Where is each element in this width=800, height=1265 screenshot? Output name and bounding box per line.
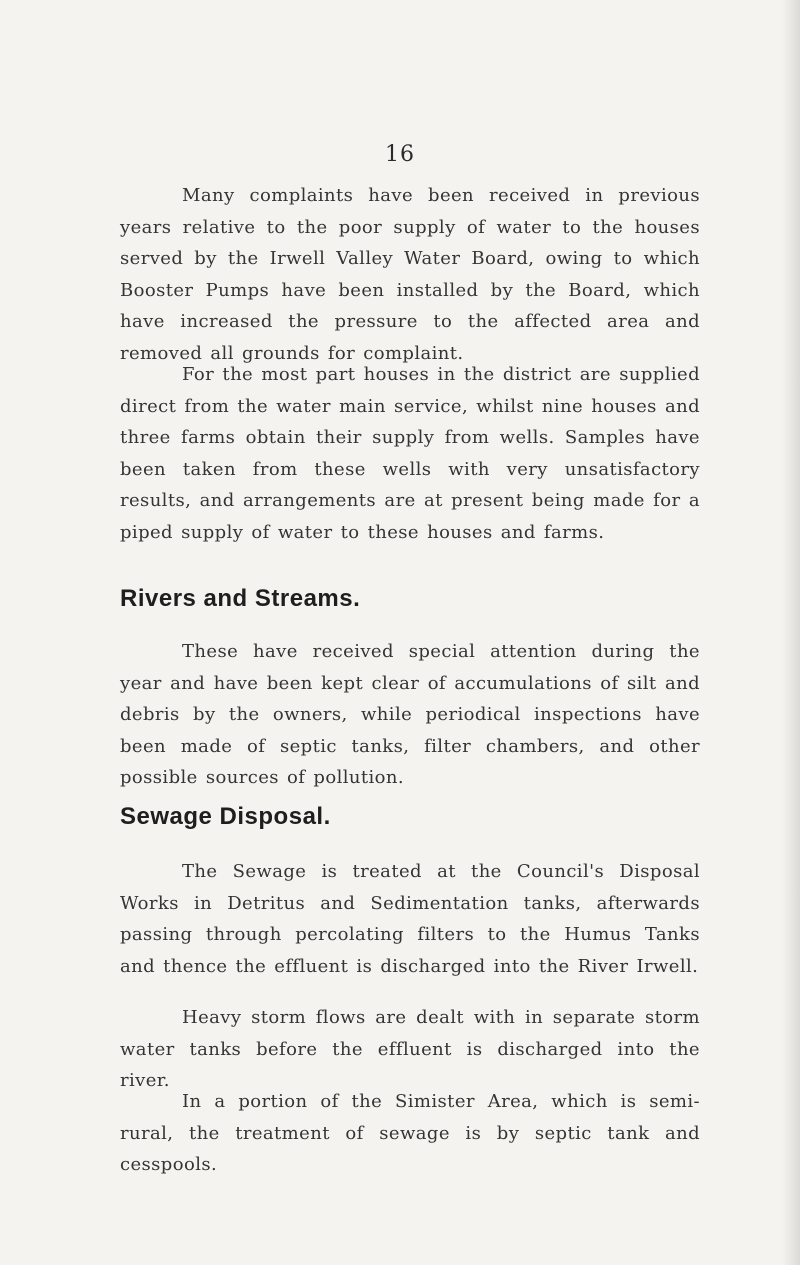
paragraph: These have received special attention during the year and have been kept clear of accumulations of silt and debris by the owners, while periodical inspections have been made of septic tanks, filter chambers, and other possible sources of pollution. <box>120 641 700 788</box>
paragraph: In a portion of the Simister Area, which is semi-rural, the treatment of sewage is by septic tank and cesspools. <box>120 1091 700 1175</box>
page-edge-shadow <box>782 0 800 1265</box>
section-heading-rivers: Rivers and Streams. <box>120 585 361 612</box>
paragraph: The Sewage is treated at the Council's Disposal Works in Detritus and Sedimentation tanks, afterwards passing through percolating filters to the Humus Tanks and thence the effluent is discharged into the River Irwell. <box>120 861 700 977</box>
paragraph: Many complaints have been received in previous years relative to the poor supply of water to the houses served by the Irwell Valley Water Board, owing to which Booster Pumps have been installed by the Board, which have increased the pressure to the affected area and removed all grounds for complaint. <box>120 185 700 364</box>
paragraph: For the most part houses in the district are supplied direct from the water main service, whilst nine houses and three farms obtain their supply from wells. Samples have been taken from these wells with very unsatisfactory results, and arrangements are at present being made for a piped supply of water to these houses and farms. <box>120 364 700 543</box>
page-number: 16 <box>385 142 415 167</box>
section-heading-sewage: Sewage Disposal. <box>120 803 331 830</box>
paragraph: Heavy storm flows are dealt with in separate storm water tanks before the effluent is discharged into the river. <box>120 1007 700 1091</box>
